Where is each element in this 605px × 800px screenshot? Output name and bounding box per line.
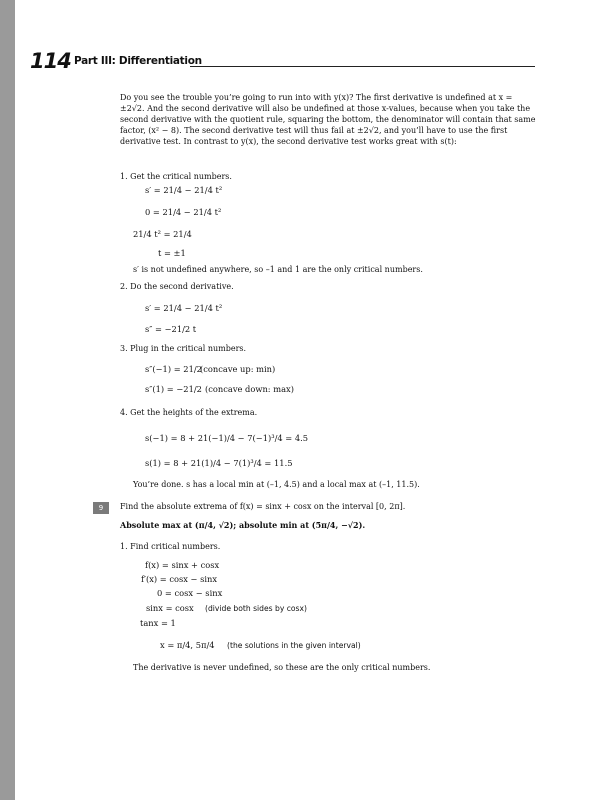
conclusion-text: You’re done. s has a local min at (–1, 4.5) and a local max at (–1, 11.5). (133, 480, 420, 489)
part2-step1-heading: 1. Find critical numbers. (120, 542, 221, 551)
step1-note: s′ is not undefined anywhere, so –1 and 1 are the only critical numbers. (133, 265, 423, 274)
step4-eq1: s(−1) = 8 + 21(−1)/4 − 7(−1)³/4 = 4.5 (145, 433, 309, 443)
page-header (30, 50, 535, 72)
step4-eq2: s(1) = 8 + 21(1)/4 − 7(1)³/4 = 11.5 (145, 458, 293, 468)
page-edge-bar (0, 0, 15, 800)
part2-eq6: x = π/4, 5π/4 (160, 640, 215, 650)
header-rule (190, 66, 535, 67)
final-note: The derivative is never undefined, so these are the only critical numbers. (133, 663, 431, 672)
step1-eq4: t = ±1 (158, 248, 186, 258)
step2-eq2: s″ = −21/2 t (145, 324, 197, 334)
part2-eq6-note: (the solutions in the given interval) (227, 641, 361, 650)
part2-eq2: f′(x) = cosx − sinx (141, 574, 218, 584)
chapter-title: Part III: Differentiation (74, 55, 202, 67)
problem-statement: Find the absolute extrema of f(x) = sinx + cosx on the interval [0, 2π]. (120, 502, 406, 511)
step1-heading: 1. Get the critical numbers. (120, 172, 232, 181)
intro-paragraph: Do you see the trouble you’re going to run into with y(x)? The first derivative is undefined at x = ±2√2. And the second derivative will also be undefined at those x-values, because when you take the second derivative with the quotient rule, squaring the bottom, the denominator will contain that same factor, (x² − 8). The second derivative test will thus fail at ±2√2, and you’ll have to use the first derivative test. In contrast to y(x), the second derivative test works great with s(t): (120, 93, 536, 146)
step1-eq2: 0 = 21/4 − 21/4 t² (145, 207, 222, 217)
step2-heading: 2. Do the second derivative. (120, 282, 234, 291)
part2-eq5: tanx = 1 (140, 618, 176, 628)
page-number: 114 (30, 49, 71, 73)
step3-eq2: s″(1) = −21/2 (145, 384, 202, 394)
step1-eq1: s′ = 21/4 − 21/4 t² (145, 185, 223, 195)
step3-eq1: s″(−1) = 21/2 (145, 364, 202, 374)
step4-heading: 4. Get the heights of the extrema. (120, 408, 258, 417)
step2-eq1: s′ = 21/4 − 21/4 t² (145, 303, 223, 313)
part2-eq4: sinx = cosx (146, 603, 194, 613)
step1-eq3: 21/4 t² = 21/4 (133, 229, 192, 239)
problem-answer: Absolute max at (π/4, √2); absolute min at (5π/4, −√2). (120, 520, 366, 530)
part2-eq1: f(x) = sinx + cosx (145, 560, 220, 570)
part2-eq4-note: (divide both sides by cosx) (205, 604, 307, 613)
part2-eq3: 0 = cosx − sinx (157, 588, 223, 598)
step3-eq1-note: (concave up: min) (200, 364, 276, 374)
problem-number-badge: 9 (93, 502, 109, 514)
step3-eq2-note: (concave down: max) (205, 384, 294, 394)
step3-heading: 3. Plug in the critical numbers. (120, 344, 247, 353)
